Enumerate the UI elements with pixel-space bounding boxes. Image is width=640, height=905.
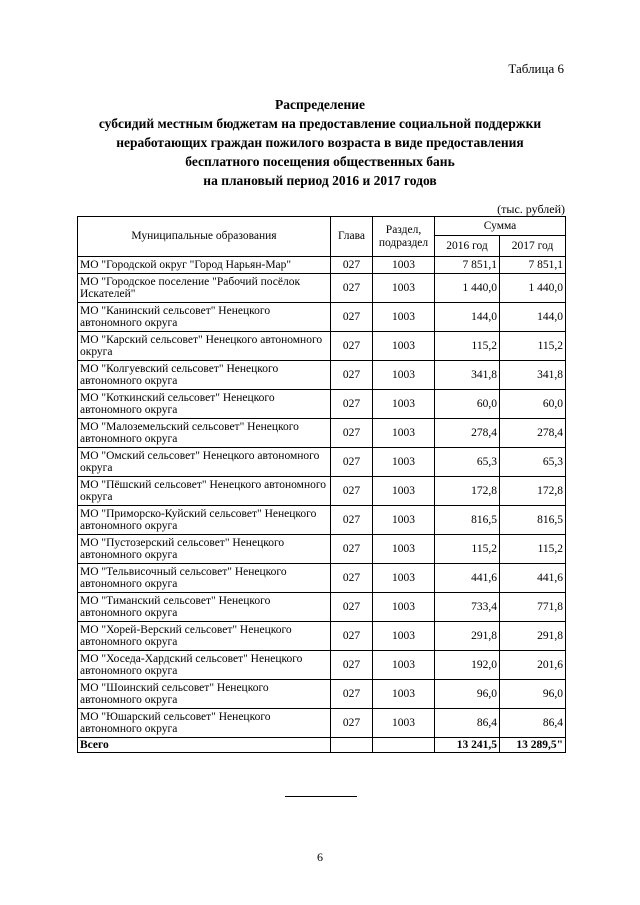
amount-2017-cell: 96,0 — [500, 680, 566, 709]
amount-2017-cell: 115,2 — [500, 535, 566, 564]
municipality-cell: МО "Хорей-Верский сельсовет" Ненецкого автономного округа — [78, 622, 331, 651]
municipality-cell: МО "Канинский сельсовет" Ненецкого автономного округа — [78, 303, 331, 332]
title-line: бесплатного посещения общественных бань — [185, 154, 455, 169]
table-row — [78, 332, 566, 361]
section-cell: 1003 — [373, 448, 435, 477]
section-cell: 1003 — [373, 332, 435, 361]
title-line: на плановый период 2016 и 2017 годов — [203, 173, 437, 188]
amount-2017-cell: 278,4 — [500, 419, 566, 448]
municipality-cell: МО "Шоинский сельсовет" Ненецкого автономного округа — [78, 680, 331, 709]
chapter-cell: 027 — [331, 419, 373, 448]
header-municipality: Муниципальные образования — [78, 217, 331, 257]
document-title — [70, 95, 570, 190]
table-row — [78, 361, 566, 390]
chapter-cell: 027 — [331, 361, 373, 390]
table-row — [78, 419, 566, 448]
municipality-cell: МО "Пустозерский сельсовет" Ненецкого автономного округа — [78, 535, 331, 564]
municipality-cell: МО "Пёшский сельсовет" Ненецкого автономного округа — [78, 477, 331, 506]
amount-2017-cell: 771,8 — [500, 593, 566, 622]
total-row — [78, 738, 566, 753]
amount-2016-cell: 7 851,1 — [435, 257, 500, 274]
municipality-cell: МО "Юшарский сельсовет" Ненецкого автономного округа — [78, 709, 331, 738]
header-sum: Сумма — [435, 217, 566, 236]
amount-2017-cell: 86,4 — [500, 709, 566, 738]
title-line: Распределение — [274, 97, 366, 112]
section-cell: 1003 — [373, 535, 435, 564]
header-section: Раздел, подраздел — [373, 217, 435, 257]
total-chapter-cell — [331, 738, 373, 753]
section-cell: 1003 — [373, 257, 435, 274]
section-cell: 1003 — [373, 506, 435, 535]
chapter-cell: 027 — [331, 651, 373, 680]
table-body — [78, 257, 566, 753]
section-cell: 1003 — [373, 709, 435, 738]
footnote-rule — [285, 796, 357, 797]
title-line: неработающих граждан пожилого возраста в виде предоставления — [116, 135, 524, 150]
municipality-cell: МО "Коткинский сельсовет" Ненецкого автономного округа — [78, 390, 331, 419]
amount-2016-cell: 341,8 — [435, 361, 500, 390]
section-cell: 1003 — [373, 651, 435, 680]
section-cell: 1003 — [373, 564, 435, 593]
total-label: Всего — [78, 738, 331, 753]
chapter-cell: 027 — [331, 564, 373, 593]
amount-2016-cell: 86,4 — [435, 709, 500, 738]
amount-2016-cell: 96,0 — [435, 680, 500, 709]
chapter-cell: 027 — [331, 448, 373, 477]
table-row — [78, 448, 566, 477]
municipality-cell: МО "Малоземельский сельсовет" Ненецкого автономного округа — [78, 419, 331, 448]
amount-2017-cell: 144,0 — [500, 303, 566, 332]
header-chapter: Глава — [331, 217, 373, 257]
chapter-cell: 027 — [331, 535, 373, 564]
table-row — [78, 535, 566, 564]
municipality-cell: МО "Приморско-Куйский сельсовет" Ненецкого автономного округа — [78, 506, 331, 535]
amount-2017-cell: 441,6 — [500, 564, 566, 593]
chapter-cell: 027 — [331, 622, 373, 651]
amount-2017-cell: 201,6 — [500, 651, 566, 680]
amount-2017-cell: 1 440,0 — [500, 274, 566, 303]
municipality-cell: МО "Хоседа-Хардский сельсовет" Ненецкого автономного округа — [78, 651, 331, 680]
chapter-cell: 027 — [331, 709, 373, 738]
section-cell: 1003 — [373, 361, 435, 390]
table-row — [78, 477, 566, 506]
section-cell: 1003 — [373, 390, 435, 419]
amount-2016-cell: 192,0 — [435, 651, 500, 680]
chapter-cell: 027 — [331, 332, 373, 361]
amount-2017-cell: 341,8 — [500, 361, 566, 390]
title-line: субсидий местным бюджетам на предоставление социальной поддержки — [98, 116, 542, 131]
table-row — [78, 564, 566, 593]
table-row — [78, 390, 566, 419]
municipality-cell: МО "Тельвисочный сельсовет" Ненецкого автономного округа — [78, 564, 331, 593]
amount-2016-cell: 115,2 — [435, 535, 500, 564]
amount-2017-cell: 291,8 — [500, 622, 566, 651]
amount-2016-cell: 115,2 — [435, 332, 500, 361]
chapter-cell: 027 — [331, 506, 373, 535]
table-row — [78, 709, 566, 738]
table-row — [78, 506, 566, 535]
amount-2017-cell: 7 851,1 — [500, 257, 566, 274]
chapter-cell: 027 — [331, 477, 373, 506]
section-cell: 1003 — [373, 419, 435, 448]
section-cell: 1003 — [373, 274, 435, 303]
municipality-cell: МО "Омский сельсовет" Ненецкого автономного округа — [78, 448, 331, 477]
amount-2016-cell: 816,5 — [435, 506, 500, 535]
section-cell: 1003 — [373, 680, 435, 709]
chapter-cell: 027 — [331, 390, 373, 419]
amount-2016-cell: 65,3 — [435, 448, 500, 477]
units-label: (тыс. рублей) — [497, 202, 565, 216]
page-number: 6 — [317, 850, 323, 864]
table-row — [78, 622, 566, 651]
amount-2017-cell: 816,5 — [500, 506, 566, 535]
municipality-cell: МО "Городское поселение "Рабочий посёлок Искателей" — [78, 274, 331, 303]
table-row — [78, 303, 566, 332]
table-row — [78, 274, 566, 303]
chapter-cell: 027 — [331, 593, 373, 622]
amount-2017-cell: 172,8 — [500, 477, 566, 506]
amount-2016-cell: 278,4 — [435, 419, 500, 448]
table-label: Таблица 6 — [508, 61, 564, 76]
amount-2016-cell: 441,6 — [435, 564, 500, 593]
section-cell: 1003 — [373, 593, 435, 622]
amount-2016-cell: 60,0 — [435, 390, 500, 419]
amount-2016-cell: 144,0 — [435, 303, 500, 332]
table-row — [78, 593, 566, 622]
table-row — [78, 680, 566, 709]
chapter-cell: 027 — [331, 680, 373, 709]
municipality-cell: МО "Карский сельсовет" Ненецкого автономного округа — [78, 332, 331, 361]
municipality-cell: МО "Тиманский сельсовет" Ненецкого автономного округа — [78, 593, 331, 622]
section-cell: 1003 — [373, 477, 435, 506]
amount-2017-cell: 115,2 — [500, 332, 566, 361]
municipality-cell: МО "Городской округ "Город Нарьян-Мар" — [78, 257, 331, 274]
distribution-table — [77, 216, 566, 753]
municipality-cell: МО "Колгуевский сельсовет" Ненецкого автономного округа — [78, 361, 331, 390]
section-cell: 1003 — [373, 303, 435, 332]
total-2017-cell: 13 289,5" — [500, 738, 566, 753]
section-cell: 1003 — [373, 622, 435, 651]
amount-2016-cell: 1 440,0 — [435, 274, 500, 303]
table-row — [78, 257, 566, 274]
amount-2016-cell: 733,4 — [435, 593, 500, 622]
header-2016: 2016 год — [435, 236, 500, 257]
amount-2017-cell: 60,0 — [500, 390, 566, 419]
total-2016-cell: 13 241,5 — [435, 738, 500, 753]
chapter-cell: 027 — [331, 303, 373, 332]
amount-2017-cell: 65,3 — [500, 448, 566, 477]
chapter-cell: 027 — [331, 257, 373, 274]
chapter-cell: 027 — [331, 274, 373, 303]
header-2017: 2017 год — [500, 236, 566, 257]
total-section-cell — [373, 738, 435, 753]
amount-2016-cell: 291,8 — [435, 622, 500, 651]
table-row — [78, 651, 566, 680]
amount-2016-cell: 172,8 — [435, 477, 500, 506]
